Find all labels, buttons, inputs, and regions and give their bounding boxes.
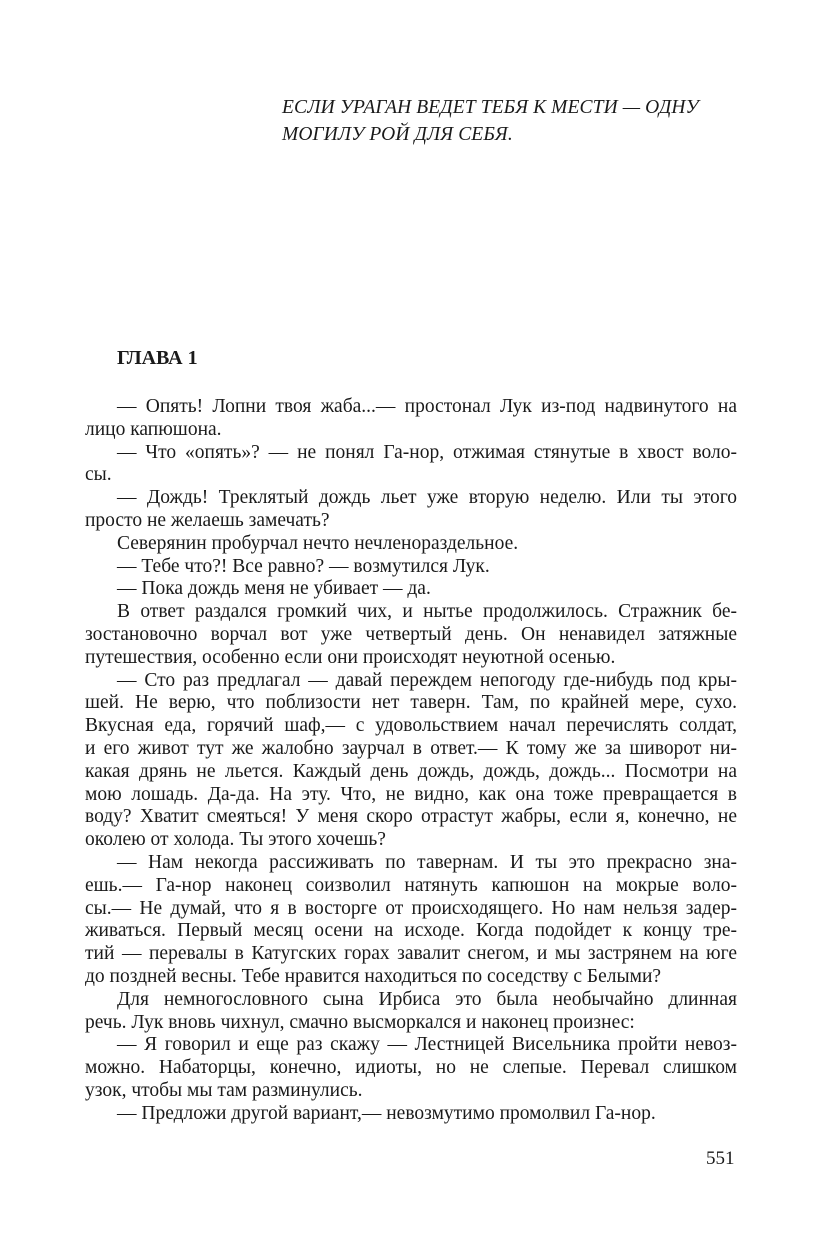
text-line: можно. Набаторцы, конечно, идиоты, но не слепые. Перевал слишком (85, 1057, 737, 1079)
text-line: какая дрянь не льется. Каждый день дождь, дождь, дождь... Посмотри на (85, 760, 737, 782)
body-text (85, 396, 737, 1126)
text-line: просто не желаешь замечать? (85, 509, 330, 531)
text-line: речь. Лук вновь чихнул, смачно высморкался и наконец произнес: (85, 1011, 635, 1033)
text-line: Северянин пробурчал нечто нечленораздельное. (117, 532, 519, 554)
text-line: — Опять! Лопни твоя жаба...— простонал Лук из-под надвинутого на (117, 396, 737, 417)
text-line: сы.— Не думай, что я в восторге от происходящего. Но нам нельзя задер- (85, 897, 737, 919)
text-line: — Я говорил и еще раз скажу — Лестницей Висельника пройти невоз- (117, 1034, 737, 1056)
text-line: — Дождь! Треклятый дождь льет уже вторую неделю. Или ты этого (117, 487, 737, 509)
text-line: и его живот тут же жалобно заурчал в ответ.— К тому же за шиворот ни- (85, 737, 737, 759)
text-line: воду? Хватит смеяться! У меня скоро отрастут жабры, если я, конечно, не (85, 806, 737, 828)
epigraph (282, 94, 742, 148)
text-line: ешь.— Га-нор наконец соизволил натянуть капюшон на мокрые воло- (85, 874, 737, 896)
epigraph-line: МОГИЛУ РОЙ ДЛЯ СЕБЯ. (282, 124, 513, 145)
text-line: Вкусная еда, горячий шаф,— с удовольствием начал перечислять солдат, (85, 715, 737, 737)
text-line: околею от холода. Ты этого хочешь? (85, 829, 386, 851)
text-line: — Предложи другой вариант,— невозмутимо промолвил Га-нор. (117, 1102, 656, 1124)
text-line: — Тебе что?! Все равно? — возмутился Лук. (117, 555, 490, 577)
text-line: узок, чтобы мы там разминулись. (85, 1079, 363, 1101)
text-line: Для немногословного сына Ирбиса это была необычайно длинная (117, 988, 737, 1010)
text-line: В ответ раздался громкий чих, и нытье продолжилось. Стражник бе- (117, 601, 737, 623)
text-line: до поздней весны. Тебе нравится находиться по соседству с Белыми? (85, 965, 662, 987)
text-line: живаться. Первый месяц осени на исходе. Когда подойдет к концу тре- (85, 920, 737, 942)
text-line: — Сто раз предлагал — давай переждем непогоду где-нибудь под кры- (117, 669, 737, 691)
text-line: — Пока дождь меня не убивает — да. (117, 578, 431, 600)
text-line: шей. Не верю, что поблизости нет таверн. Там, по крайней мере, сухо. (85, 692, 737, 714)
text-line: зостановочно ворчал вот уже четвертый день. Он ненавидел затяжные (85, 623, 737, 645)
text-line: — Что «опять»? — не понял Га-нор, отжимая стянутые в хвост воло- (117, 441, 737, 463)
text-line: сы. (85, 464, 112, 486)
text-line: — Нам некогда рассиживать по тавернам. И ты это прекрасно зна- (117, 851, 737, 873)
text-line: мою лошадь. Да-да. На эту. Что, не видно, как она тоже превращается в (85, 783, 737, 805)
epigraph-line: ЕСЛИ УРАГАН ВЕДЕТ ТЕБЯ К МЕСТИ — ОДНУ (282, 97, 699, 118)
text-line: тий — перевалы в Катугских горах завалит снегом, и мы застрянем на юге (85, 943, 737, 965)
chapter-title: ГЛАВА 1 (117, 347, 198, 369)
page-number: 551 (706, 1148, 735, 1169)
text-line: лицо капюшона. (85, 418, 222, 440)
text-line: путешествия, особенно если они происходят неуютной осенью. (85, 646, 616, 668)
